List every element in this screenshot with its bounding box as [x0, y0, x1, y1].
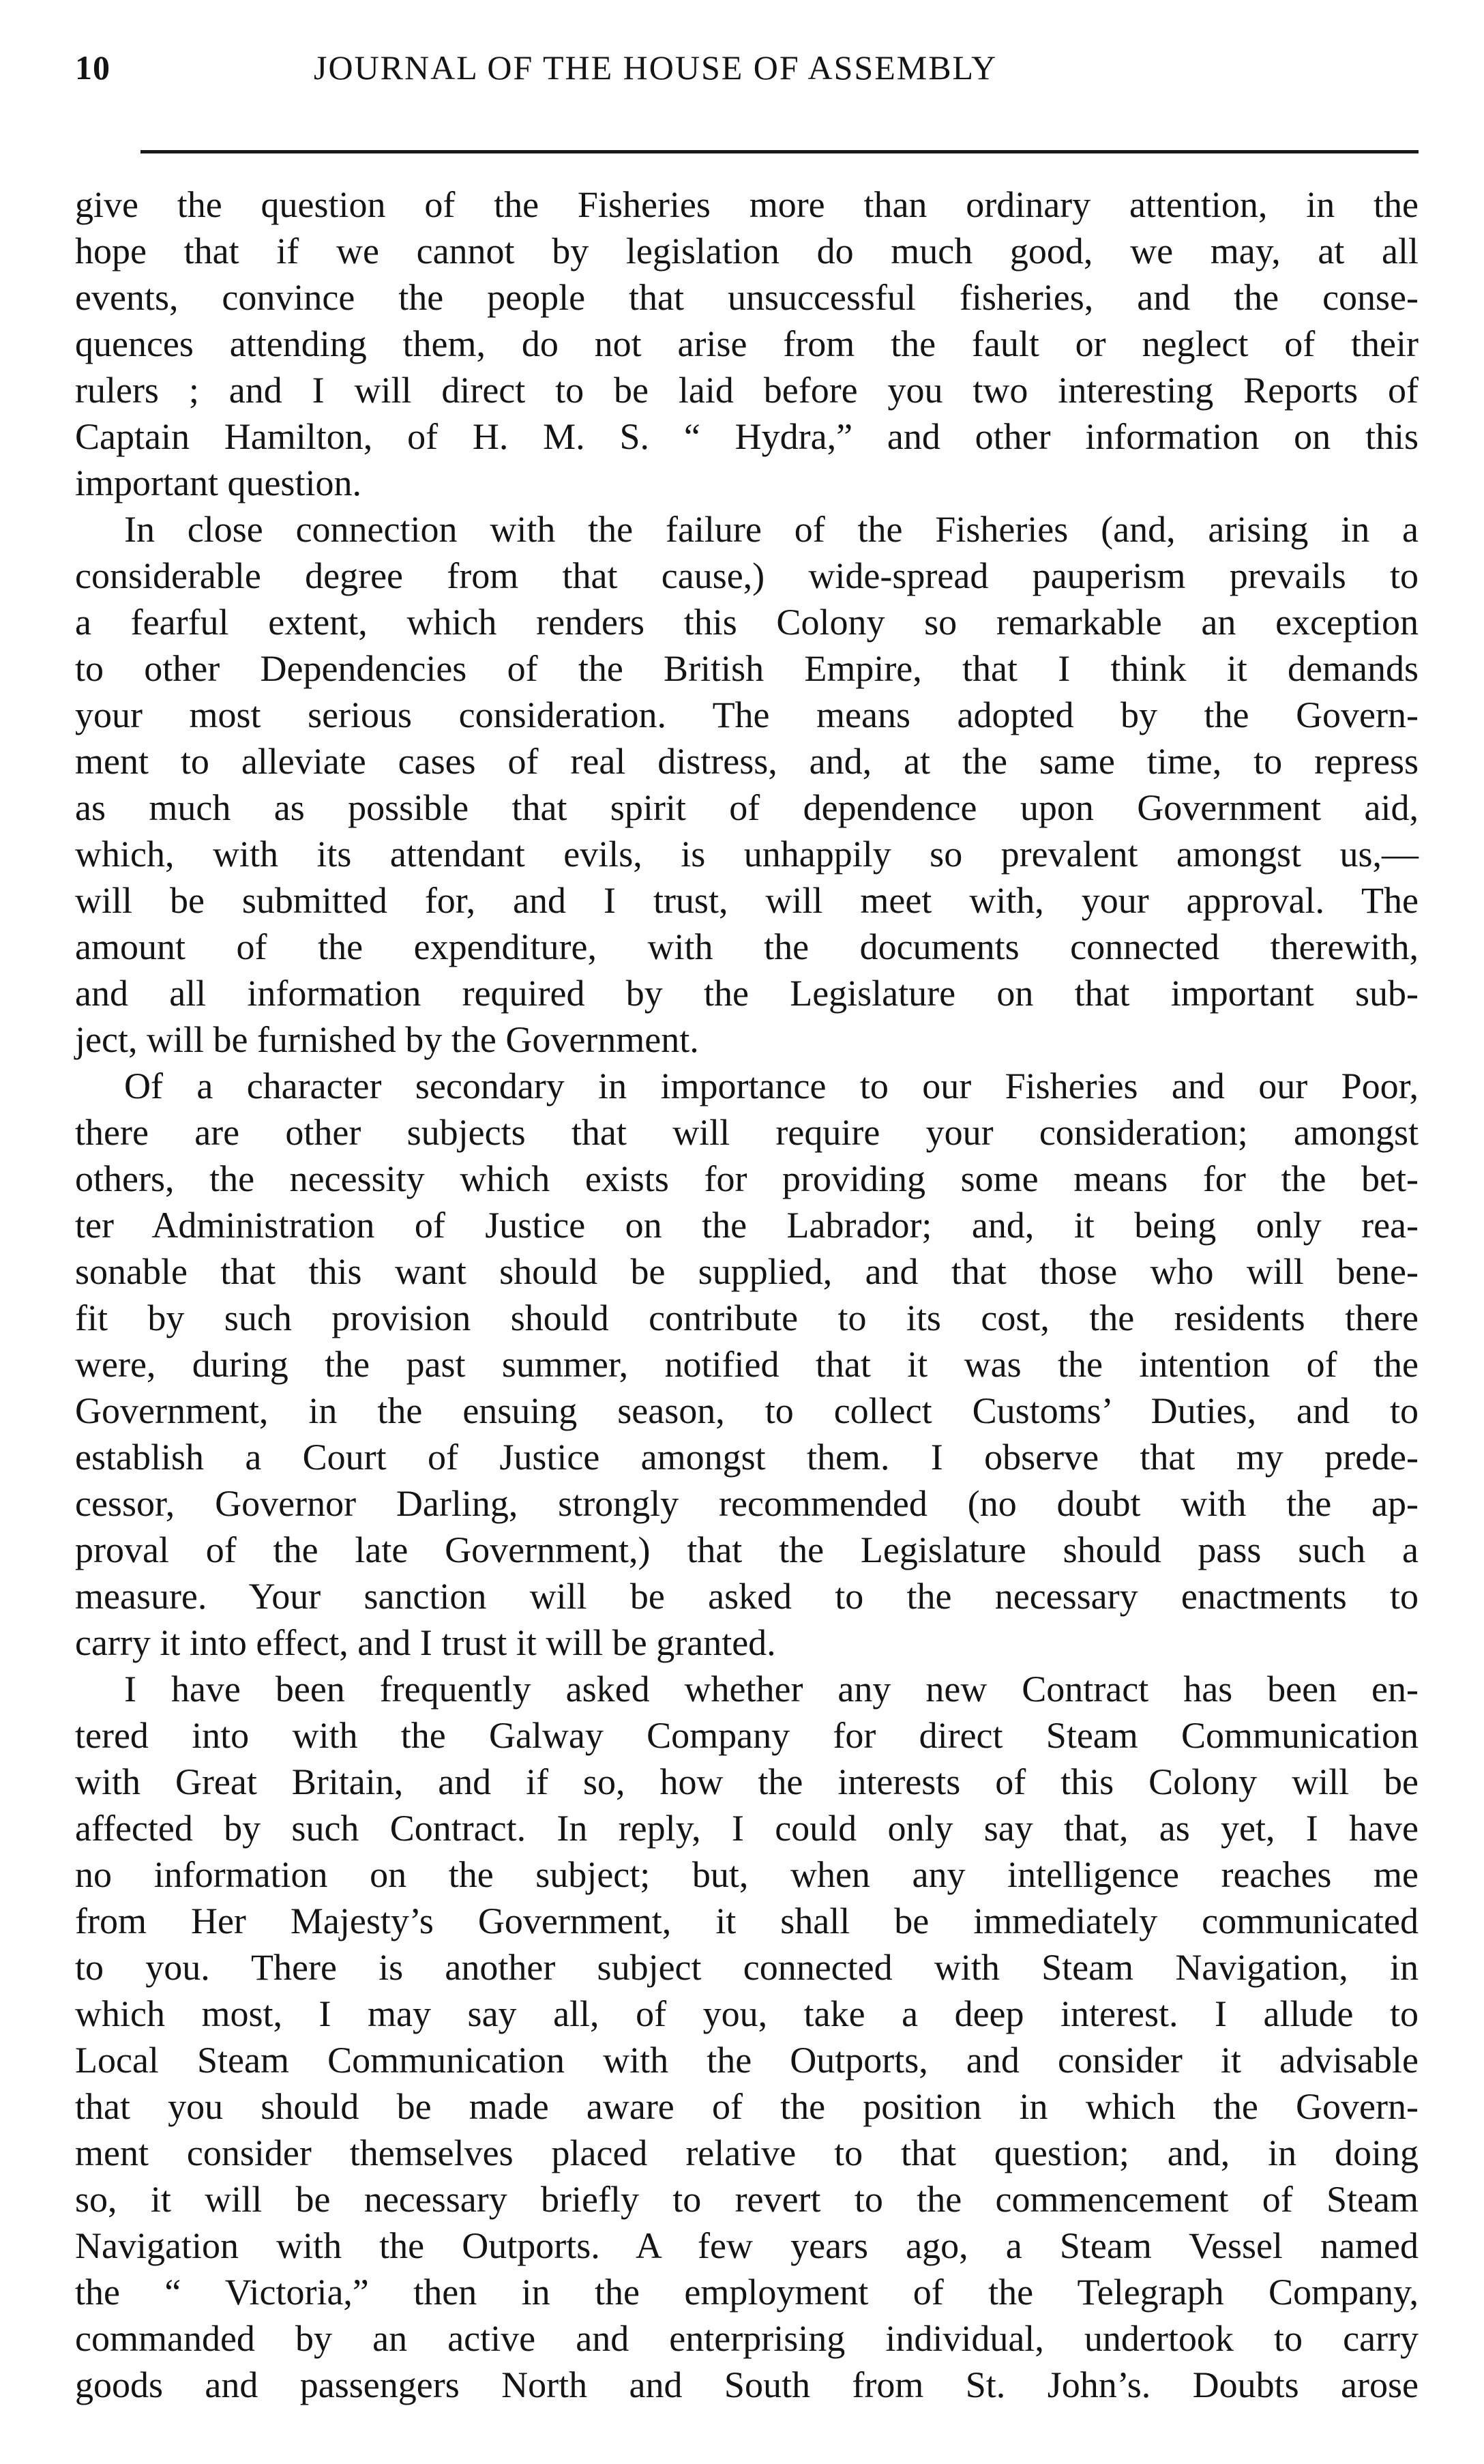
text-line: were, during the past summer, notified that it was the intention of the: [75, 1344, 1419, 1385]
text-line: quences attending them, do not arise from the fault or neglect of their: [75, 323, 1419, 364]
text-line: as much as possible that spirit of dependence upon Government aid,: [75, 787, 1419, 828]
text-line: Local Steam Communication with the Outports, and consider it advisable: [75, 2040, 1419, 2081]
text-line: which, with its attendant evils, is unhappily so prevalent amongst us,—: [75, 834, 1419, 875]
text-line: ment to alleviate cases of real distress, and, at the same time, to repress: [75, 741, 1419, 782]
text-line: from Her Majesty’s Government, it shall be immediately communicated: [75, 1901, 1419, 1941]
text-line: measure. Your sanction will be asked to the necessary enactments to: [75, 1576, 1419, 1617]
text-line: goods and passengers North and South from St. John’s. Doubts arose: [75, 2364, 1419, 2405]
text-line: rulers ; and I will direct to be laid before you two interesting Reports of: [75, 370, 1419, 411]
text-line: which most, I may say all, of you, take a deep interest. I allude to: [75, 1993, 1419, 2034]
text-line: will be submitted for, and I trust, will meet with, your approval. The: [75, 880, 1419, 921]
text-line: carry it into effect, and I trust it will be granted.: [75, 1622, 776, 1663]
body-text: [75, 181, 1419, 2408]
text-line: tered into with the Galway Company for direct Steam Communication: [75, 1715, 1419, 1756]
text-line: that you should be made aware of the position in which the Govern-: [75, 2086, 1419, 2127]
paragraph: [75, 1063, 1419, 1666]
header-rule: [140, 150, 1419, 153]
text-line: commanded by an active and enterprising individual, undertook to carry: [75, 2318, 1419, 2359]
text-line: and all information required by the Legislature on that important sub-: [75, 973, 1419, 1014]
text-line: considerable degree from that cause,) wide-spread pauperism prevails to: [75, 555, 1419, 596]
text-line: to other Dependencies of the British Empire, that I think it demands: [75, 648, 1419, 689]
page-header: [75, 48, 1419, 113]
text-line: ject, will be furnished by the Government.: [75, 1019, 699, 1060]
text-line: Navigation with the Outports. A few years ago, a Steam Vessel named: [75, 2225, 1419, 2266]
paragraph: [75, 506, 1419, 1063]
text-line: there are other subjects that will require your consideration; amongst: [75, 1112, 1419, 1153]
text-line: the “ Victoria,” then in the employment of the Telegraph Company,: [75, 2272, 1419, 2313]
text-line: cessor, Governor Darling, strongly recommended (no doubt with the ap-: [75, 1483, 1419, 1524]
text-line: ter Administration of Justice on the Labrador; and, it being only rea-: [75, 1205, 1419, 1246]
text-line: ment consider themselves placed relative to that question; and, in doing: [75, 2132, 1419, 2173]
text-line: no information on the subject; but, when any intelligence reaches me: [75, 1854, 1419, 1895]
text-line: fit by such provision should contribute to its cost, the residents there: [75, 1297, 1419, 1338]
text-line: Of a character secondary in importance to our Fisheries and our Poor,: [124, 1066, 1419, 1106]
text-line: sonable that this want should be supplied, and that those who will bene-: [75, 1251, 1419, 1292]
text-line: with Great Britain, and if so, how the interests of this Colony will be: [75, 1761, 1419, 1802]
text-line: amount of the expenditure, with the documents connected therewith,: [75, 926, 1419, 967]
text-line: events, convince the people that unsuccessful fisheries, and the conse-: [75, 277, 1419, 318]
text-line: a fearful extent, which renders this Colony so remarkable an exception: [75, 602, 1419, 643]
running-title: JOURNAL OF THE HOUSE OF ASSEMBLY: [314, 48, 998, 87]
text-line: hope that if we cannot by legislation do much good, we may, at all: [75, 231, 1419, 272]
text-line: Captain Hamilton, of H. M. S. “ Hydra,” and other information on this: [75, 416, 1419, 457]
text-line: so, it will be necessary briefly to revert to the commencement of Steam: [75, 2179, 1419, 2220]
text-line: proval of the late Government,) that the Legislature should pass such a: [75, 1529, 1419, 1570]
text-line: give the question of the Fisheries more than ordinary attention, in the: [75, 184, 1419, 225]
text-line: important question.: [75, 463, 361, 503]
text-line: to you. There is another subject connected with Steam Navigation, in: [75, 1947, 1419, 1988]
text-line: Government, in the ensuing season, to collect Customs’ Duties, and to: [75, 1390, 1419, 1431]
paragraph: [75, 1666, 1419, 2408]
text-line: your most serious consideration. The means adopted by the Govern-: [75, 694, 1419, 735]
paragraph: [75, 181, 1419, 506]
text-line: I have been frequently asked whether any new Contract has been en-: [124, 1669, 1419, 1710]
text-line: affected by such Contract. In reply, I could only say that, as yet, I have: [75, 1808, 1419, 1849]
text-line: others, the necessity which exists for providing some means for the bet-: [75, 1158, 1419, 1199]
journal-page: [75, 48, 1419, 2405]
text-line: In close connection with the failure of the Fisheries (and, arising in a: [124, 509, 1419, 550]
text-line: establish a Court of Justice amongst them. I observe that my prede-: [75, 1437, 1419, 1478]
page-number: 10: [75, 48, 110, 87]
